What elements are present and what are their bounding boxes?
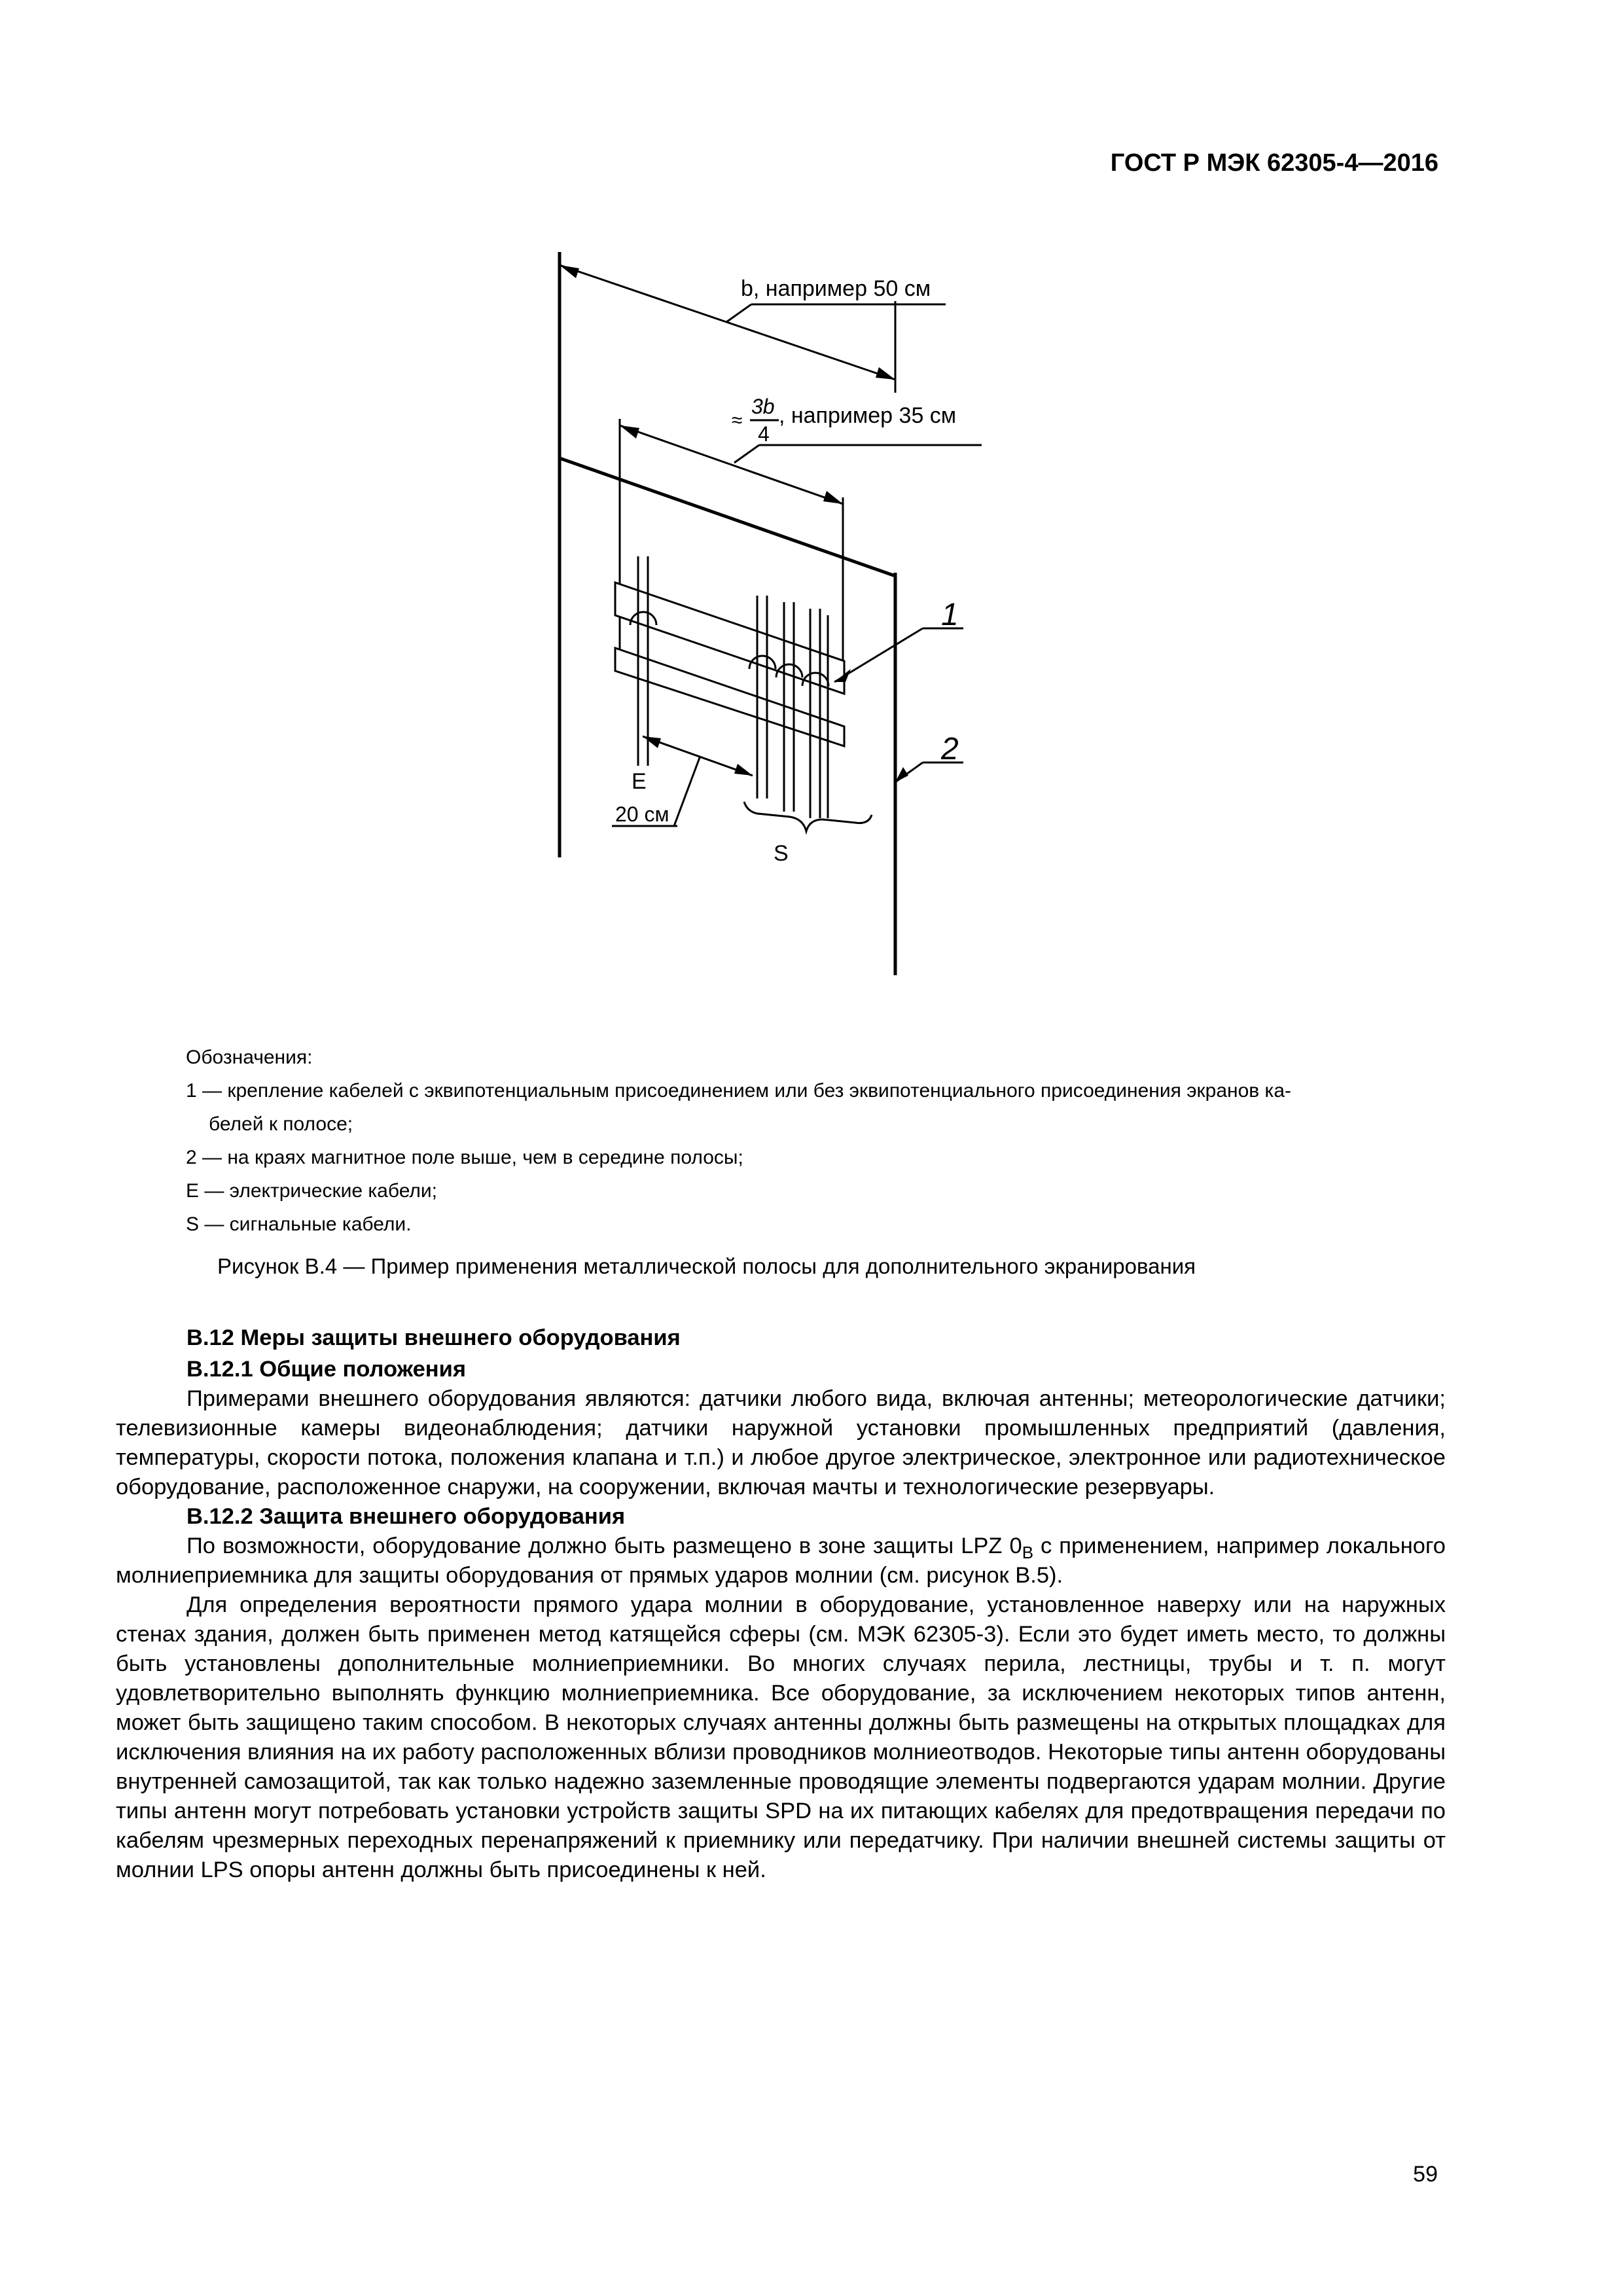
paragraph-b122-1 (116, 1532, 1446, 1590)
legend-item-s: S — сигнальные кабели. (186, 1213, 412, 1235)
legend-item-e: E — электрические кабели; (186, 1180, 437, 1202)
figure-caption: Рисунок B.4 — Пример применения металлической полосы для дополнительного экранирования (217, 1254, 1196, 1278)
figure-drawing (0, 0, 1623, 1021)
callout-2-label: 2 (941, 732, 959, 766)
arrow-b-left (560, 265, 579, 278)
dim-b-label: b, например 50 см (741, 276, 931, 301)
s-brace (744, 802, 872, 831)
section-b121 (116, 1355, 1446, 1885)
legend-item-1-line-2: белей к полосе; (209, 1113, 353, 1135)
figure-legend (186, 1041, 1446, 1241)
wall-top-edge (560, 458, 895, 576)
dim-3b4-prefix: ≈ (732, 410, 743, 431)
paragraph-b122-1-part-a: По возможности, оборудование должно быть размещено в зоне защиты LPZ 0 (187, 1534, 1022, 1558)
section-b12 (116, 1323, 1446, 1353)
paragraph-b121: Примерами внешнего оборудования являются: датчики любого вида, включая антенны; метеорологические датчики; телевизионные камеры видеонаблюдения; датчики наружной установки промышленных предприятий (давления, температуры, скорости потока, положения клапана и т.п.) и любое другое электрическое, электронное или радиотехническое оборудование, расположенное снаружи, на сооружении, включая мачты и технологические резервуары. (116, 1386, 1446, 1499)
page-number: 59 (1413, 2162, 1438, 2187)
legend-title: Обозначения: (186, 1047, 313, 1068)
label-s: S (774, 841, 789, 866)
label-e: E (632, 769, 647, 794)
lpz-subscript: B (1022, 1542, 1034, 1562)
label-20cm: 20 см (615, 802, 669, 826)
heading-b122: B.12.2 Защита внешнего оборудования (187, 1504, 626, 1529)
heading-b12: B.12 Меры защиты внешнего оборудования (187, 1325, 681, 1350)
callout-1-label: 1 (941, 598, 959, 632)
paragraph-b122-1-part-b: с применением, например локального молниеприемника для защиты оборудования от прямых ударов молнии (см. рисунок B.5). (116, 1534, 1446, 1588)
dim-3b4-numerator: 3b (751, 395, 775, 418)
figure-b4 (0, 0, 1623, 1021)
paragraph-b122-2: Для определения вероятности прямого удара молнии в оборудование, установленное наверху или на наружных стенах здания, должен быть применен метод катящейся сферы (см. МЭК 62305-3). Если это будет иметь место, то должны быть установлены дополнительные молниеприемники. Во многих случаях перила, лестницы, трубы и т. п. могут удовлетворительно выполнять функцию молниеприемника. Все оборудование, за исключением некоторых типов антенн, может быть защищено таким способом. В некоторых случаях антенны должны быть размещены на открытых площадках для исключения влияния на их работу расположенных вблизи проводников молниеотводов. Некоторые типы антенн оборудованы внутренней самозащитой, так как только надежно заземленные проводящие элементы подвергаются ударам молнии. Другие типы антенн могут потребовать установки устройств защиты SPD на их питающих кабелях для предотвращения передачи по кабелям чрезмерных переходных перенапряжений к приемнику или передатчику. При наличии внешней системы защиты от молнии LPS опоры антенн должны быть присоединены к ней. (116, 1592, 1446, 1882)
heading-b121: B.12.1 Общие положения (187, 1357, 466, 1382)
legend-item-1-line-1: 1 — крепление кабелей с эквипотенциальным присоединением или без эквипотенциального присоединения экранов ка- (186, 1080, 1291, 1102)
document-header: ГОСТ Р МЭК 62305-4—2016 (1110, 149, 1438, 177)
legend-item-2: 2 — на краях магнитное поле выше, чем в середине полосы; (186, 1147, 743, 1168)
dim-3b4-suffix: , например 35 см (779, 403, 957, 428)
dim-3b4-denominator: 4 (758, 422, 770, 446)
